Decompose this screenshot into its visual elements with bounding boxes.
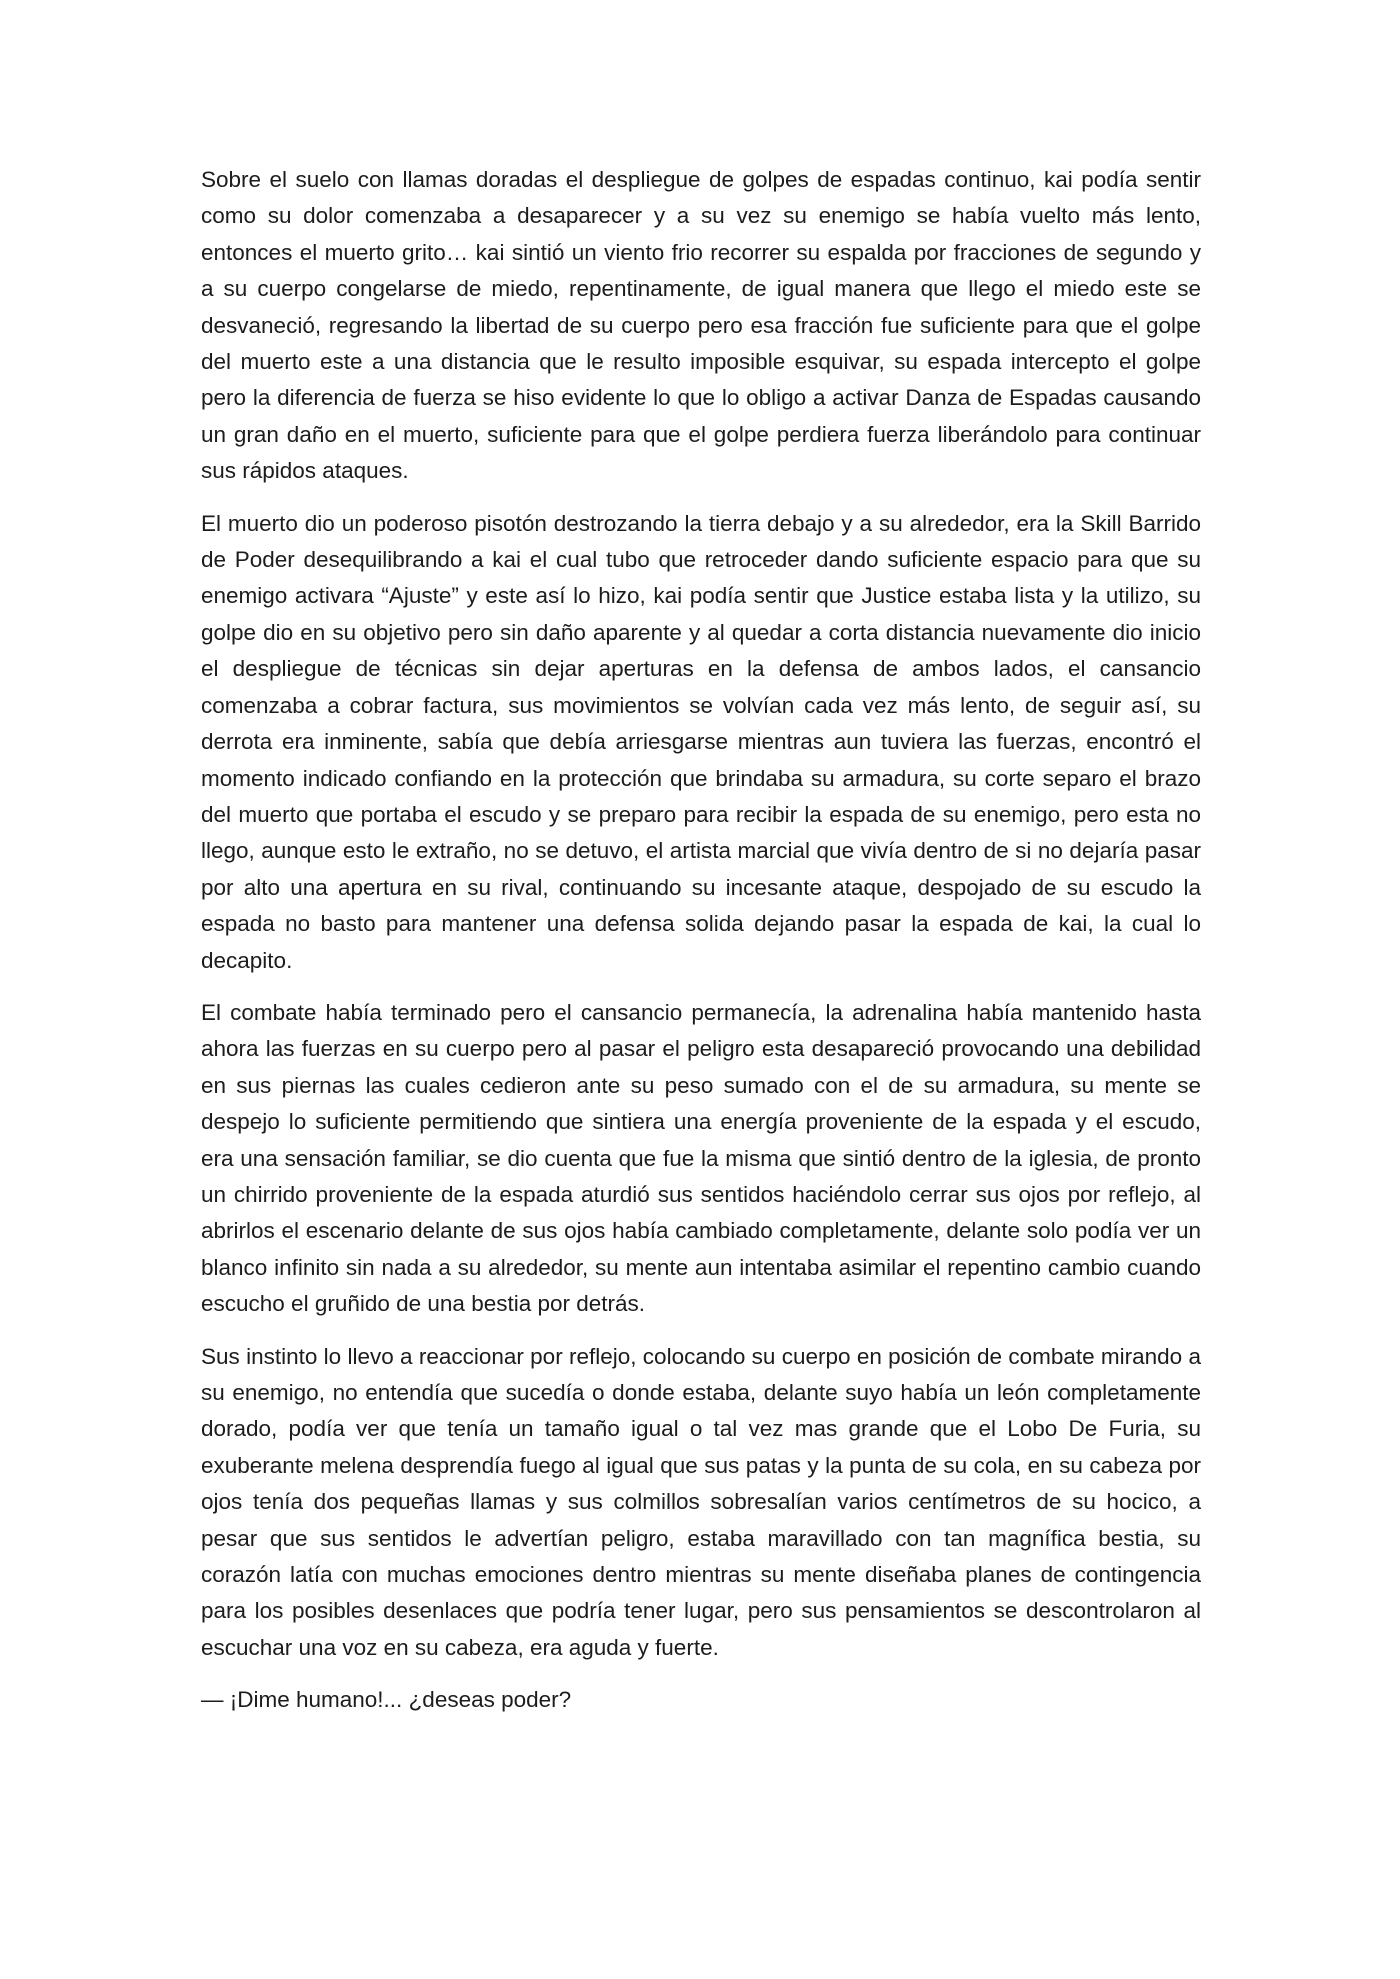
dialogue-line: — ¡Dime humano!... ¿deseas poder? [201,1687,572,1713]
paragraph-2: El muerto dio un poderoso pisotón destrozando la tierra debajo y a su alrededor, era la Skill Barrido de Poder desequilibrando a kai el cual tubo que retroceder dando suficiente espacio para que su enemigo activara “Ajuste” y este así lo hizo, kai podía sentir que Justice estaba lista y la utilizo, su golpe dio en su objetivo pero sin daño aparente y al quedar a corta distancia nuevamente dio inicio el despliegue de técnicas sin dejar aperturas en la defensa de ambos lados, el cansancio comenzaba a cobrar factura, sus movimientos se volvían cada vez más lento, de seguir así, su derrota era inminente, sabía que debía arriesgarse mientras aun tuviera las fuerzas, encontró el momento indicado confiando en la protección que brindaba su armadura, su corte separo el brazo del muerto que portaba el escudo y se preparo para recibir la espada de su enemigo, pero esta no llego, aunque esto le extraño, no se detuvo, el artista marcial que vivía dentro de si no dejaría pasar por alto una apertura en su rival, continuando su incesante ataque, despojado de su escudo la espada no basto para mantener una defensa solida dejando pasar la espada de kai, la cual lo decapito. [201,510,1201,973]
paragraph-1: Sobre el suelo con llamas doradas el despliegue de golpes de espadas continuo, kai podía sentir como su dolor comenzaba a desaparecer y a su vez su enemigo se había vuelto más lento, entonces el muerto grito… kai sintió un viento frio recorrer su espalda por fracciones de segundo y a su cuerpo congelarse de miedo, repentinamente, de igual manera que llego el miedo este se desvaneció, regresando la libertad de su cuerpo pero esa fracción fue suficiente para que el golpe del muerto este a una distancia que le resulto imposible esquivar, su espada intercepto el golpe pero la diferencia de fuerza se hiso evidente lo que lo obligo a activar Danza de Espadas causando un gran daño en el muerto, suficiente para que el golpe perdiera fuerza liberándolo para continuar sus rápidos ataques. [201,167,1201,484]
story-text [201,162,1201,1735]
paragraph-4: Sus instinto lo llevo a reaccionar por reflejo, colocando su cuerpo en posición de combate mirando a su enemigo, no entendía que sucedía o donde estaba, delante suyo había un león completamente dorado, podía ver que tenía un tamaño igual o tal vez mas grande que el Lobo De Furia, su exuberante melena desprendía fuego al igual que sus patas y la punta de su cola, en su cabeza por ojos tenía dos pequeñas llamas y sus colmillos sobresalían varios centímetros de su hocico, a pesar que sus sentidos le advertían peligro, estaba maravillado con tan magnífica bestia, su corazón latía con muchas emociones dentro mientras su mente diseñaba planes de contingencia para los posibles desenlaces que podría tener lugar, pero sus pensamientos se descontrolaron al escuchar una voz en su cabeza, era aguda y fuerte. [201,1343,1201,1660]
paragraph-3: El combate había terminado pero el cansancio permanecía, la adrenalina había mantenido hasta ahora las fuerzas en su cuerpo pero al pasar el peligro esta desapareció provocando una debilidad en sus piernas las cuales cedieron ante su peso sumado con el de su armadura, su mente se despejo lo suficiente permitiendo que sintiera una energía proveniente de la espada y el escudo, era una sensación familiar, se dio cuenta que fue la misma que sintió dentro de la iglesia, de pronto un chirrido proveniente de la espada aturdió sus sentidos haciéndolo cerrar sus ojos por reflejo, al abrirlos el escenario delante de sus ojos había cambiado completamente, delante solo podía ver un blanco infinito sin nada a su alrededor, su mente aun intentaba asimilar el repentino cambio cuando escucho el gruñido de una bestia por detrás. [201,999,1201,1317]
